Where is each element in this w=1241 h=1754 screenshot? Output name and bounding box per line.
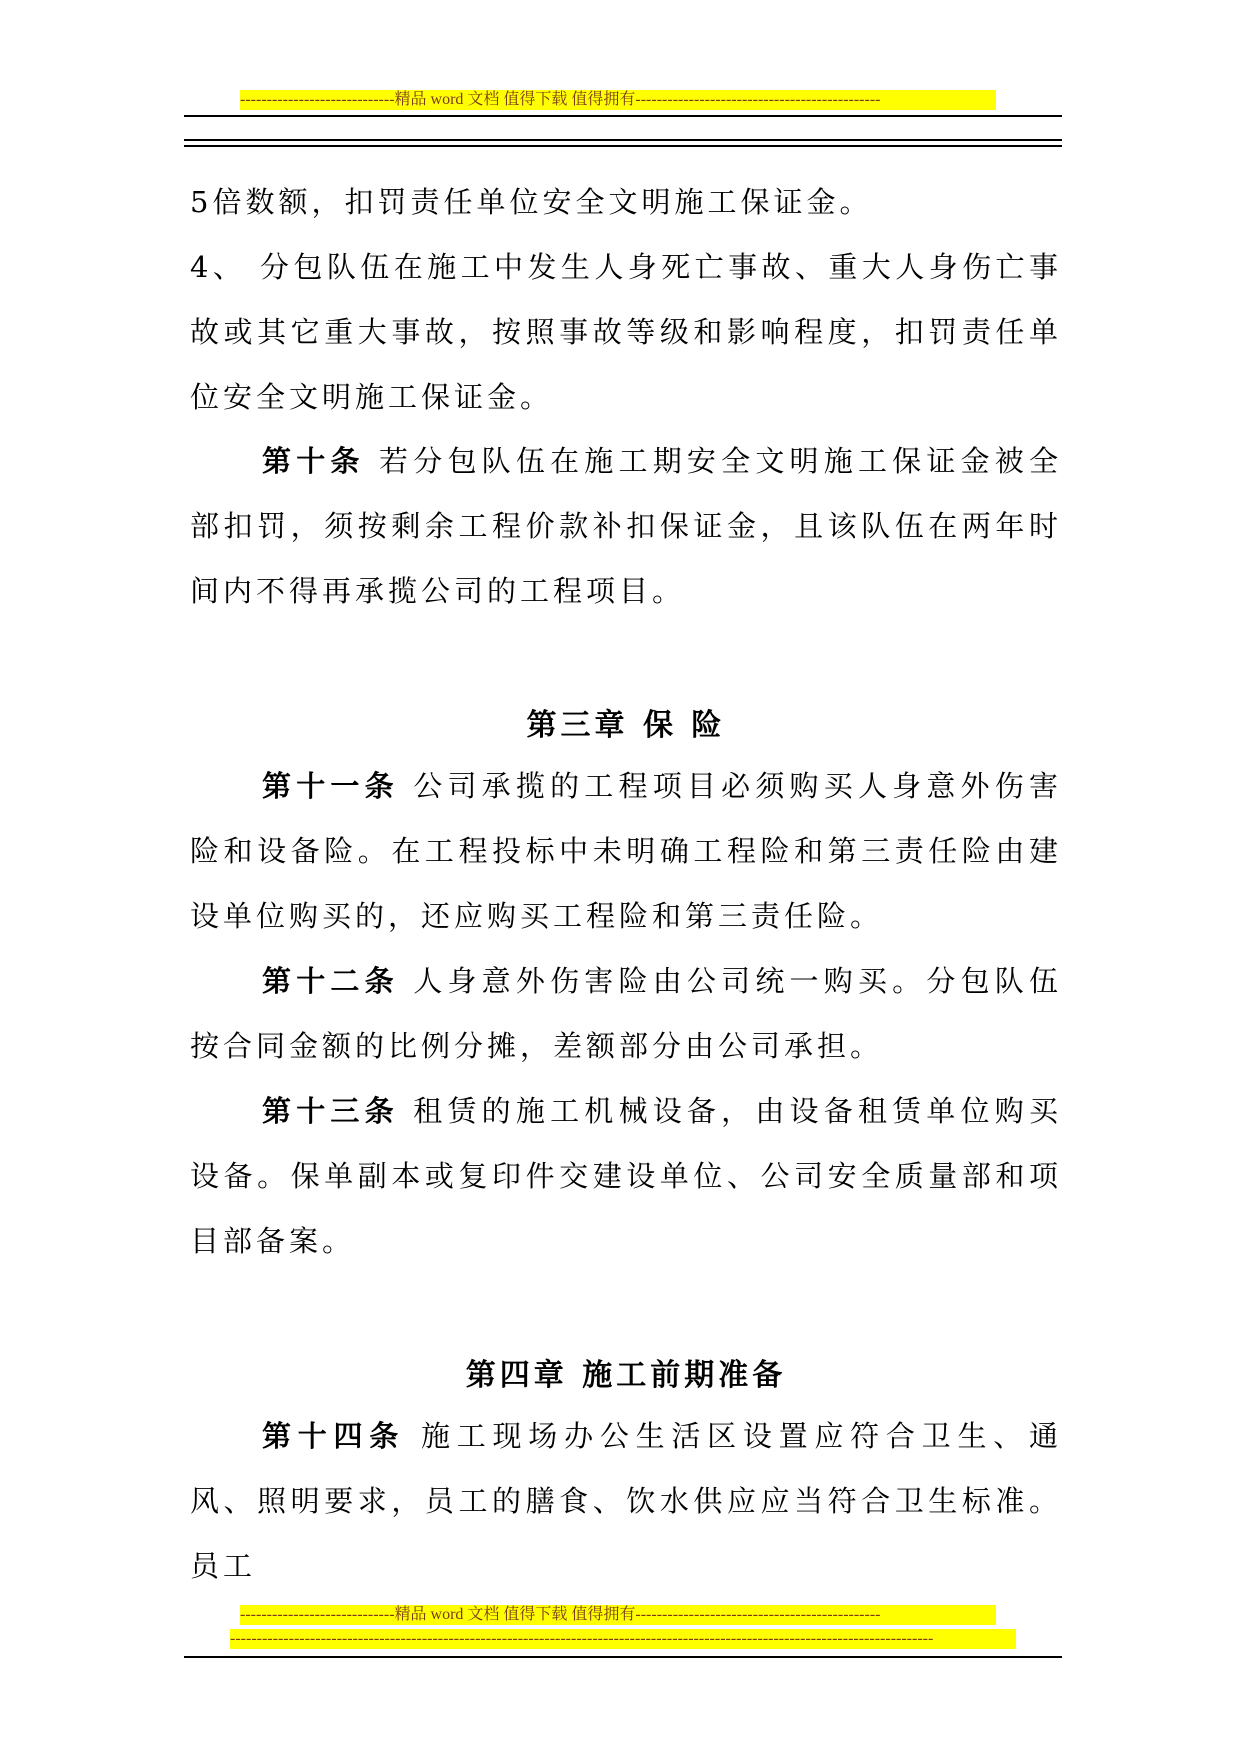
footer-dashes: ------------------------------------------------------------------------------------------------------------------------------------ bbox=[230, 1629, 1016, 1649]
header-rule-bottom-2 bbox=[184, 145, 1062, 147]
footer-banner: -----------------------------精品 word 文档 值得下载 值得拥有---------------------------------------------- bbox=[240, 1605, 996, 1625]
article-11 bbox=[190, 754, 1062, 949]
article-12 bbox=[190, 949, 1062, 1079]
header-rule-top bbox=[184, 115, 1062, 117]
article-10 bbox=[190, 429, 1062, 624]
footer-rule bbox=[184, 1656, 1062, 1658]
paragraph-2-text: 4、 分包队伍在施工中发生人身死亡事故、重大人身伤亡事故或其它重大事故，按照事故等级和影响程度，扣罚责任单位安全文明施工保证金。 bbox=[190, 250, 1062, 414]
article-14 bbox=[190, 1404, 1062, 1599]
article-13-label: 第十三条 bbox=[262, 1094, 399, 1128]
header-rule-bottom-1 bbox=[184, 139, 1062, 141]
article-14-text: 施工现场办公生活区设置应符合卫生、通风、照明要求，员工的膳食、饮水供应应当符合卫生标准。员工 bbox=[190, 1419, 1062, 1583]
header-banner: -----------------------------精品 word 文档 值得下载 值得拥有---------------------------------------------- bbox=[240, 90, 996, 110]
article-12-text: 人身意外伤害险由公司统一购买。分包队伍按合同金额的比例分摊，差额部分由公司承担。 bbox=[190, 964, 1062, 1063]
paragraph-1: 5倍数额，扣罚责任单位安全文明施工保证金。 bbox=[190, 185, 873, 219]
article-13-text: 租赁的施工机械设备，由设备租赁单位购买设备。保单副本或复印件交建设单位、公司安全质量部和项目部备案。 bbox=[190, 1094, 1062, 1258]
article-11-text: 公司承揽的工程项目必须购买人身意外伤害险和设备险。在工程投标中未明确工程险和第三责任险由建设单位购买的，还应购买工程险和第三责任险。 bbox=[190, 769, 1062, 933]
chapter-4-heading: 第四章 施工前期准备 bbox=[465, 1358, 787, 1393]
paragraph-2 bbox=[190, 235, 1062, 430]
article-14-label: 第十四条 bbox=[262, 1419, 406, 1453]
article-12-label: 第十二条 bbox=[262, 964, 399, 998]
article-11-label: 第十一条 bbox=[262, 769, 399, 803]
chapter-3-heading: 第三章 保 险 bbox=[526, 708, 726, 743]
article-10-label: 第十条 bbox=[262, 444, 365, 478]
article-10-text: 若分包队伍在施工期安全文明施工保证金被全部扣罚，须按剩余工程价款补扣保证金，且该队伍在两年时间内不得再承揽公司的工程项目。 bbox=[190, 444, 1062, 608]
article-13 bbox=[190, 1079, 1062, 1274]
